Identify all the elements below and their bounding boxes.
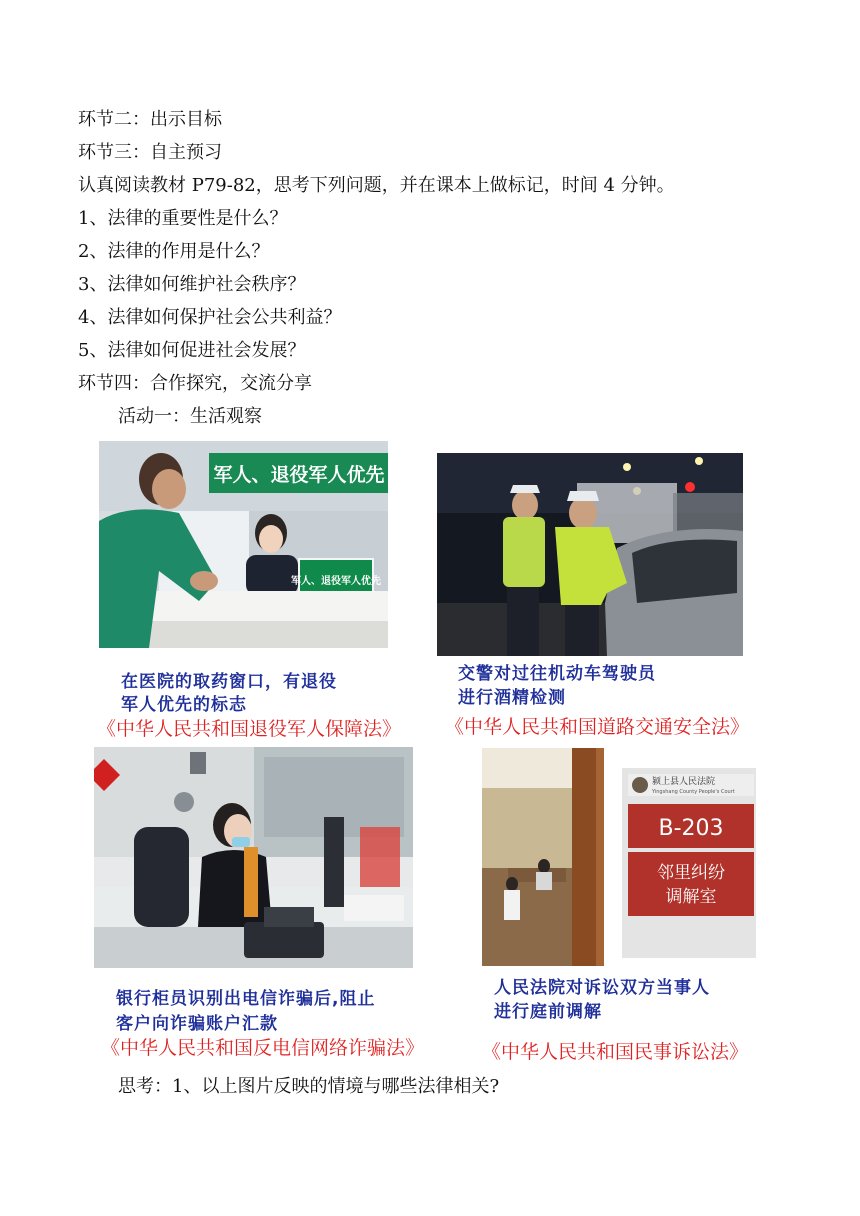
question-3: 3、法律如何维护社会秩序？	[78, 274, 306, 295]
question-2: 2、法律的作用是什么？	[78, 241, 270, 262]
caption-court-line2: 进行庭前调解	[494, 1002, 602, 1022]
section-heading-2: 环节二：出示目标	[78, 109, 222, 130]
caption-police-line2: 进行酒精检测	[458, 688, 566, 708]
hospital-sign-text: 军人、退役军人优先	[291, 576, 381, 587]
question-4: 4、法律如何保护社会公共利益？	[78, 307, 342, 328]
law-civil-procedure: 《中华人民共和国民事诉讼法》	[482, 1041, 749, 1063]
section-heading-3: 环节三：自主预习	[78, 142, 222, 163]
question-5: 5、法律如何促进社会发展？	[78, 340, 306, 361]
law-road-traffic: 《中华人民共和国道路交通安全法》	[445, 716, 750, 738]
court-mediation-photo	[482, 748, 760, 966]
caption-bank-line2: 客户向诈骗账户汇款	[116, 1014, 278, 1034]
room-number-text: B-203	[658, 816, 724, 841]
section-heading-4: 环节四：合作探究，交流分享	[78, 373, 312, 394]
caption-hospital-line2: 军人优先的标志	[121, 695, 247, 715]
room-name-line2: 调解室	[665, 887, 717, 907]
activity-heading: 活动一：生活观察	[118, 406, 262, 427]
caption-police-line1: 交警对过往机动车驾驶员	[458, 664, 656, 684]
court-name-en-text: Yingshang County People's Court	[652, 789, 735, 795]
caption-hospital-line1: 在医院的取药窗口，有退役	[121, 672, 337, 692]
hospital-window-photo	[99, 441, 388, 648]
traffic-police-photo	[437, 453, 743, 656]
law-anti-telecom-fraud: 《中华人民共和国反电信网络诈骗法》	[101, 1037, 425, 1059]
reading-instruction: 认真阅读教材 P79-82，思考下列问题，并在课本上做标记，时间 4 分钟。	[78, 175, 675, 196]
room-name-line1: 邻里纠纷	[657, 863, 725, 883]
court-name-text: 颍上县人民法院	[652, 777, 716, 787]
bank-teller-photo	[94, 747, 413, 968]
caption-bank-line1: 银行柜员识别出电信诈骗后,阻止	[116, 989, 376, 1009]
law-veterans: 《中华人民共和国退役军人保障法》	[97, 718, 402, 740]
caption-court-line1: 人民法院对诉讼双方当事人	[494, 978, 710, 998]
thinking-question: 思考：1、以上图片反映的情境与哪些法律相关?	[118, 1076, 500, 1097]
question-1: 1、法律的重要性是什么？	[78, 208, 288, 229]
hospital-banner-text: 军人、退役军人优先	[213, 464, 385, 486]
